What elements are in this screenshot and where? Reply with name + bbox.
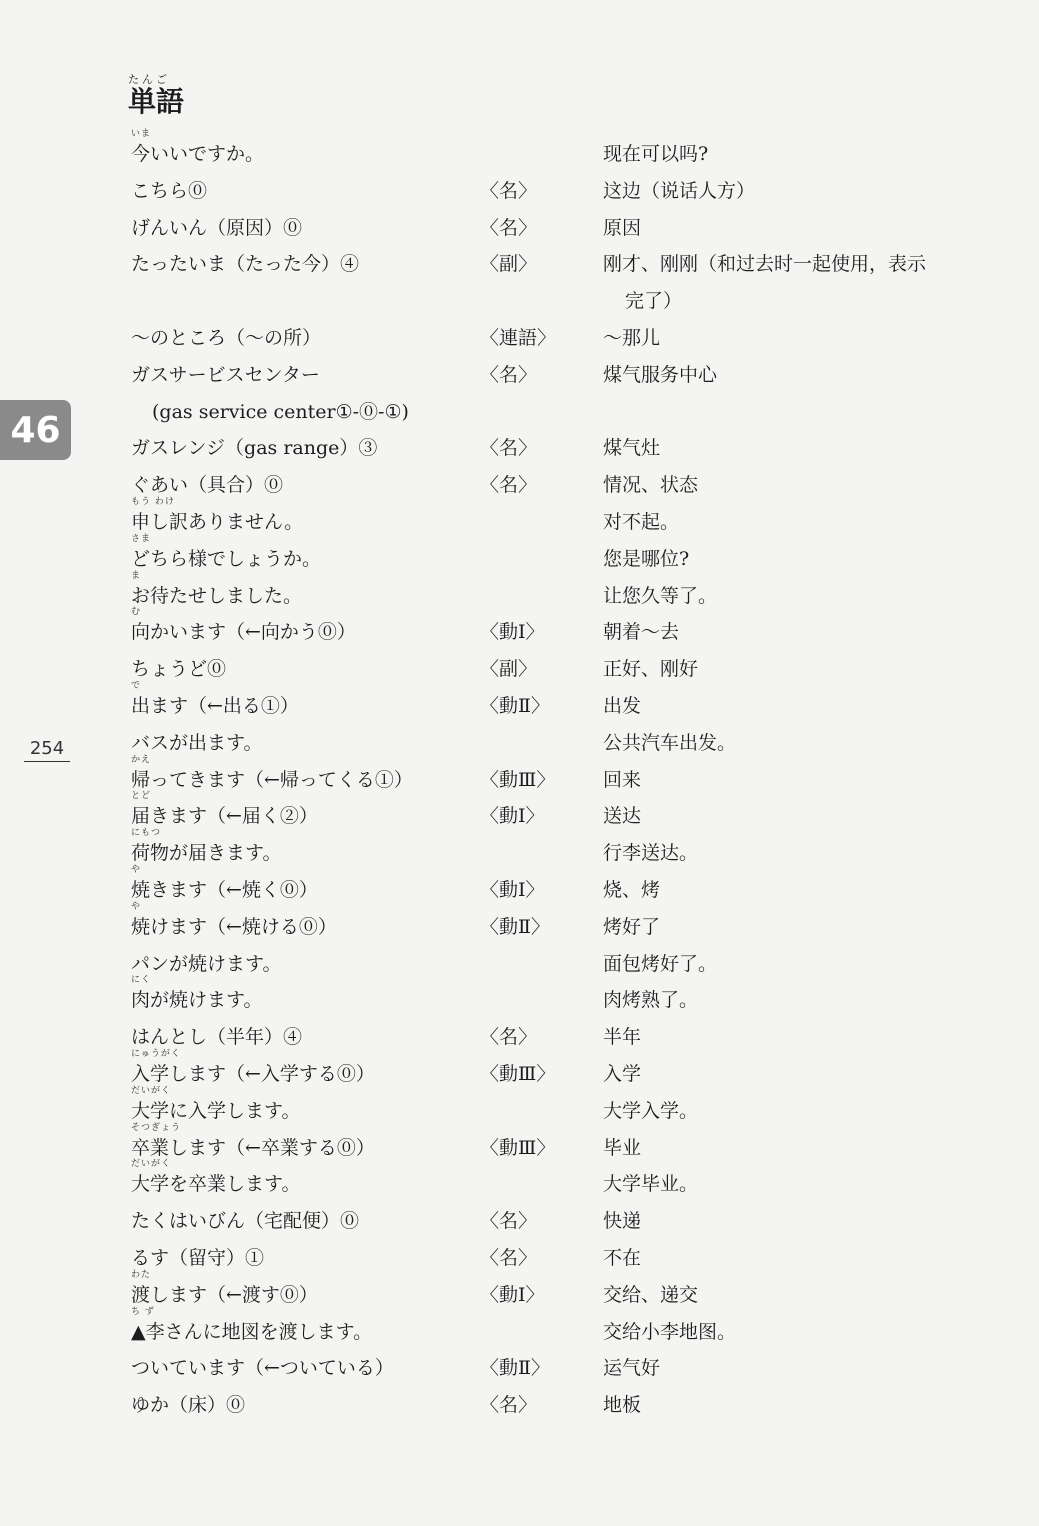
vocab-japanese	[131, 1207, 359, 1235]
vocab-japanese-text: 渡します（←渡す⓪）	[131, 1283, 318, 1306]
vocab-japanese	[131, 950, 281, 978]
furigana: もう わけ	[131, 496, 175, 507]
vocab-japanese-text: ～のところ（～の所）	[131, 326, 322, 349]
vocab-row	[0, 1269, 1039, 1314]
vocab-japanese-text: 大学に入学します。	[131, 1099, 301, 1122]
vocab-japanese-text: はんとし（半年）④	[131, 1026, 303, 1049]
vocab-japanese	[131, 324, 321, 352]
vocab-chinese: 刚才、刚刚（和过去时一起使用，表示	[603, 253, 927, 276]
vocab-japanese-text: 卒業します（←卒業する⓪）	[131, 1136, 375, 1159]
vocab-japanese	[131, 361, 320, 389]
vocab-part-of-speech: 〈名〉	[480, 437, 538, 460]
page-title	[128, 74, 184, 118]
vocab-row	[0, 357, 1039, 394]
vocab-japanese	[131, 655, 226, 683]
vocab-chinese: 煤气灶	[603, 437, 661, 460]
vocab-row	[0, 1387, 1039, 1424]
page-number: 254	[24, 738, 70, 762]
vocab-part-of-speech: 〈名〉	[480, 474, 538, 497]
vocab-japanese	[131, 1354, 394, 1382]
vocab-chinese: 对不起。	[603, 510, 680, 533]
vocab-japanese-text: (gas service center①-⓪-①)	[152, 400, 409, 423]
title-ruby: たんご	[128, 73, 170, 86]
vocab-chinese: 行李送达。	[603, 842, 699, 865]
vocab-chinese: 完了）	[625, 290, 683, 313]
furigana: にゅうがく	[131, 1048, 181, 1059]
vocab-chinese: 毕业	[603, 1136, 642, 1159]
vocab-chinese: 您是哪位?	[603, 547, 690, 570]
vocab-chinese: 公共汽车出发。	[603, 731, 737, 754]
vocab-chinese: 回来	[603, 768, 642, 791]
chapter-tab: 46	[0, 400, 71, 460]
vocab-japanese	[131, 729, 262, 757]
vocab-chinese: 让您久等了。	[603, 584, 718, 607]
vocab-japanese-text: 届きます（←届く②）	[131, 805, 318, 828]
vocab-part-of-speech: 〈動Ⅱ〉	[480, 1357, 550, 1380]
vocab-row	[0, 754, 1039, 802]
vocab-chinese: 原因	[603, 216, 642, 239]
vocab-row	[0, 901, 1039, 946]
vocab-row	[0, 725, 1039, 762]
vocab-chinese: 入学	[603, 1062, 642, 1085]
vocab-part-of-speech: 〈名〉	[480, 1246, 538, 1269]
furigana: わた	[131, 1269, 152, 1280]
vocab-chinese: 出发	[603, 694, 642, 717]
vocab-chinese: 送达	[603, 805, 642, 828]
vocab-japanese-text: 申し訳ありません。	[131, 510, 304, 533]
vocab-japanese-text: げんいん（原因）⓪	[131, 216, 303, 239]
vocab-row	[0, 210, 1039, 247]
vocab-part-of-speech: 〈動Ⅲ〉	[480, 1062, 556, 1085]
vocab-row	[0, 129, 1039, 173]
vocab-japanese	[131, 1244, 264, 1272]
vocab-japanese-text: たくはいびん（宅配便）⓪	[131, 1210, 360, 1233]
vocab-chinese: ～那儿	[603, 326, 661, 349]
vocab-japanese-text: 帰ってきます（←帰ってくる①）	[131, 768, 413, 791]
vocab-japanese-text: 焼けます（←焼ける⓪）	[131, 915, 337, 938]
vocab-japanese-text: パンが焼けます。	[131, 952, 282, 975]
vocab-japanese	[131, 1122, 375, 1162]
vocab-japanese	[131, 1306, 373, 1346]
vocab-part-of-speech: 〈名〉	[480, 216, 538, 239]
vocab-part-of-speech: 〈名〉	[480, 179, 538, 202]
vocab-chinese: 交给小李地图。	[603, 1320, 737, 1343]
vocab-japanese	[131, 129, 265, 168]
vocab-part-of-speech: 〈動Ⅱ〉	[480, 694, 550, 717]
vocab-japanese-text: お待たせしました。	[131, 584, 303, 607]
vocab-part-of-speech: 〈動Ⅲ〉	[480, 1136, 556, 1159]
vocab-chinese: 快递	[603, 1210, 642, 1233]
vocab-part-of-speech: 〈名〉	[480, 1210, 538, 1233]
vocab-row	[0, 651, 1039, 688]
vocab-japanese-text: ちょうど⓪	[131, 658, 227, 681]
vocab-part-of-speech: 〈動Ⅰ〉	[480, 621, 545, 644]
vocab-chinese: 烧、烤	[603, 878, 661, 901]
vocab-japanese	[131, 1048, 375, 1088]
vocab-chinese: 面包烤好了。	[603, 952, 718, 975]
furigana: で	[131, 680, 142, 691]
vocab-japanese	[131, 828, 282, 867]
vocab-part-of-speech: 〈連語〉	[480, 326, 557, 349]
vocab-japanese-text: ぐあい（具合）⓪	[131, 474, 284, 497]
vocab-chinese: 这边（说话人方）	[603, 179, 756, 202]
vocab-part-of-speech: 〈副〉	[480, 253, 538, 276]
vocab-japanese	[131, 680, 299, 720]
vocab-chinese: 情况、状态	[603, 474, 699, 497]
vocab-row	[0, 680, 1039, 725]
vocab-row	[0, 394, 1039, 431]
vocab-japanese	[131, 250, 359, 278]
vocab-part-of-speech: 〈動Ⅱ〉	[480, 915, 550, 938]
vocab-part-of-speech: 〈副〉	[480, 658, 538, 681]
vocab-row	[0, 1240, 1039, 1277]
vocab-row	[0, 1306, 1039, 1351]
vocab-japanese-text: 焼きます（←焼く⓪）	[131, 878, 318, 901]
vocab-part-of-speech: 〈名〉	[480, 363, 538, 386]
vocab-row	[0, 173, 1039, 210]
vocab-japanese	[131, 434, 377, 462]
vocab-japanese-text: ▲李さんに地図を渡します。	[131, 1320, 373, 1343]
vocab-japanese-text: 肉が焼けます。	[131, 989, 263, 1012]
vocab-row	[0, 1159, 1039, 1203]
vocab-row	[0, 246, 1039, 283]
furigana: とど	[131, 791, 152, 802]
vocab-japanese	[131, 901, 337, 941]
vocab-row	[0, 1203, 1039, 1240]
vocab-chinese: 朝着～去	[603, 621, 680, 644]
vocab-japanese	[131, 570, 303, 610]
vocab-japanese	[131, 1085, 301, 1125]
vocab-japanese-text: たったいま（たった今）④	[131, 253, 360, 276]
vocab-japanese-text: こちら⓪	[131, 179, 208, 202]
vocab-row	[0, 533, 1039, 578]
vocab-japanese	[131, 791, 318, 830]
vocab-japanese-text: 入学します（←入学する⓪）	[131, 1062, 375, 1085]
vocab-chinese: 烤好了	[603, 915, 661, 938]
vocab-japanese	[131, 1269, 318, 1309]
vocab-japanese	[131, 214, 302, 242]
furigana: さま	[131, 533, 152, 544]
vocab-list	[0, 129, 1039, 1424]
vocab-chinese: 运气好	[603, 1357, 661, 1380]
furigana: ち ず	[131, 1306, 155, 1317]
vocab-japanese-text: 大学を卒業します。	[131, 1173, 301, 1196]
furigana: だいがく	[131, 1085, 172, 1096]
vocab-row	[0, 1350, 1039, 1387]
vocab-part-of-speech: 〈動Ⅰ〉	[480, 805, 545, 828]
vocab-part-of-speech: 〈名〉	[480, 1026, 538, 1049]
furigana: にく	[131, 975, 152, 986]
vocab-chinese: 大学毕业。	[603, 1173, 699, 1196]
vocab-row	[0, 975, 1039, 1019]
furigana: や	[131, 864, 142, 875]
furigana: にもつ	[131, 828, 162, 839]
vocab-row	[0, 320, 1039, 357]
furigana: いま	[131, 129, 152, 139]
vocab-japanese-text: 出ます（←出る①）	[131, 694, 299, 717]
vocab-chinese: 交给、递交	[603, 1283, 699, 1306]
vocab-row	[0, 828, 1039, 872]
vocab-japanese	[131, 864, 318, 904]
vocab-japanese-text: ついています（←ついている）	[131, 1357, 394, 1380]
vocab-japanese-text: 向かいます（←向かう⓪）	[131, 621, 356, 644]
vocab-row	[0, 607, 1039, 651]
vocab-japanese-text: 荷物が届きます。	[131, 842, 282, 865]
vocab-japanese	[131, 1023, 302, 1051]
vocab-japanese	[131, 754, 413, 794]
vocab-chinese: 正好、刚好	[603, 658, 699, 681]
vocab-japanese	[131, 177, 207, 205]
vocab-japanese-text: どちら様でしょうか。	[131, 547, 322, 570]
vocab-japanese-text: ガスサービスセンター	[131, 363, 320, 386]
vocab-chinese: 地板	[603, 1394, 642, 1417]
vocab-row	[0, 946, 1039, 986]
furigana: ま	[131, 570, 142, 581]
vocab-japanese	[131, 533, 322, 573]
vocab-japanese	[131, 1391, 245, 1419]
vocab-row	[0, 864, 1039, 909]
vocab-japanese	[131, 471, 283, 499]
vocab-row	[0, 283, 1039, 320]
vocab-japanese	[131, 496, 304, 536]
vocab-row	[0, 570, 1039, 618]
vocab-japanese-text: バスが出ます。	[131, 731, 263, 754]
furigana: かえ	[131, 754, 152, 765]
furigana: や	[131, 901, 142, 912]
vocab-chinese: 现在可以吗?	[603, 143, 709, 165]
furigana: む	[131, 607, 142, 618]
vocab-chinese: 肉烤熟了。	[603, 989, 699, 1012]
vocab-japanese	[152, 398, 409, 426]
furigana: そつぎょう	[131, 1122, 182, 1133]
vocab-chinese: 半年	[603, 1026, 642, 1049]
vocab-chinese: 不在	[603, 1246, 642, 1269]
vocab-row	[0, 430, 1039, 467]
vocab-japanese-text: 今いいですか。	[131, 143, 265, 165]
furigana: だいがく	[131, 1159, 172, 1170]
vocab-chinese: 煤气服务中心	[603, 363, 718, 386]
vocab-part-of-speech: 〈名〉	[480, 1394, 538, 1417]
vocab-japanese	[131, 607, 356, 646]
vocab-japanese-text: ゆか（床）⓪	[131, 1394, 246, 1417]
title-text: 単語	[128, 85, 185, 118]
vocab-row	[0, 496, 1039, 541]
vocab-part-of-speech: 〈動Ⅲ〉	[480, 768, 556, 791]
vocab-japanese	[131, 975, 263, 1014]
vocab-japanese-text: ガスレンジ（gas range）③	[131, 437, 378, 460]
vocab-japanese	[131, 1159, 301, 1198]
vocab-part-of-speech: 〈動Ⅰ〉	[480, 1283, 545, 1306]
vocab-chinese: 大学入学。	[603, 1099, 699, 1122]
vocab-japanese-text: るす（留守）①	[131, 1246, 265, 1269]
vocab-part-of-speech: 〈動Ⅰ〉	[480, 878, 545, 901]
